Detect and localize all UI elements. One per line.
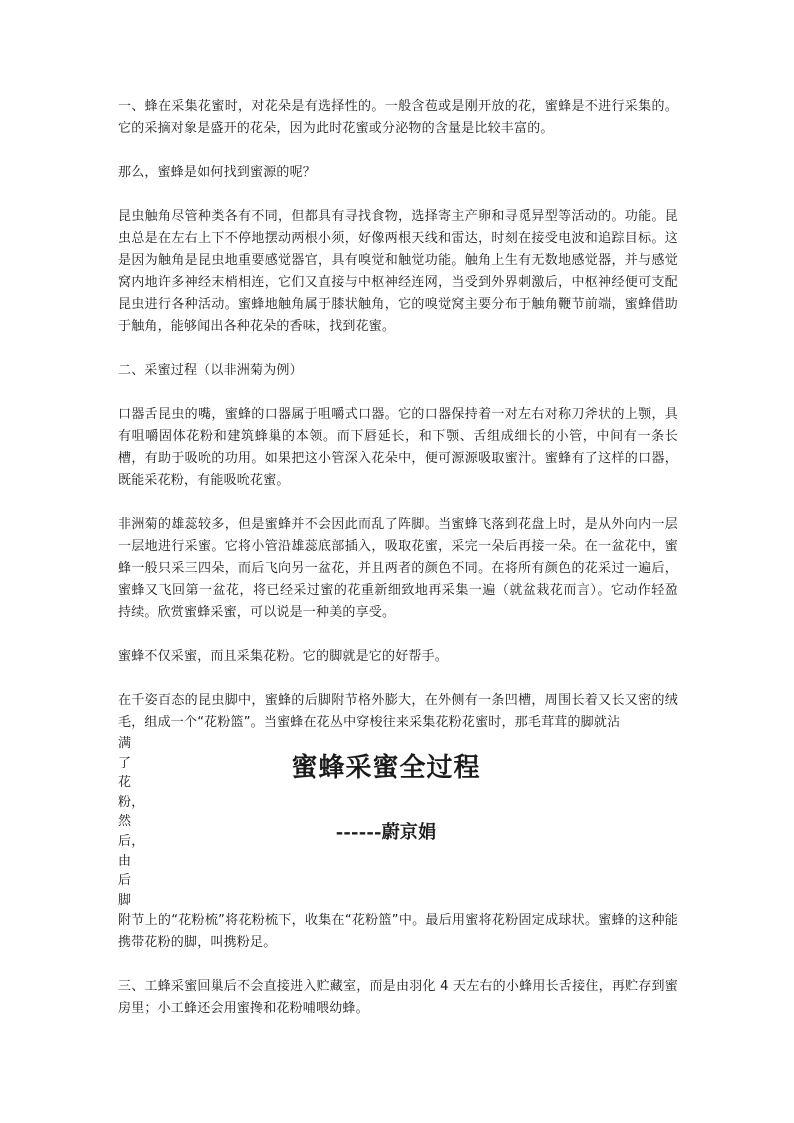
title-block bbox=[118, 750, 654, 846]
document-author: ------蔚京娟 bbox=[335, 822, 437, 843]
document-title: 蜜蜂采蜜全过程 bbox=[291, 753, 481, 783]
wrapped-char: 由 bbox=[118, 853, 132, 869]
wrapped-char: 满 bbox=[118, 736, 132, 751]
wrapped-char: 后， bbox=[118, 833, 145, 849]
wrapped-char: 花 bbox=[118, 775, 132, 791]
title-float-block bbox=[118, 734, 678, 910]
wrapped-char: 了 bbox=[118, 755, 132, 771]
paragraph-10: 三、工蜂采蜜回巢后不会直接进入贮藏室，而是由羽化 4 天左右的小蜂用长舌接住，再贮存到蜜房里；小工蜂还会用蜜搀和花粉哺喂幼蜂。 bbox=[118, 979, 678, 1016]
paragraph-8: 在千姿百态的昆虫脚中，蜜蜂的后脚附节格外膨大，在外侧有一条凹槽，周围长着又长又密的绒毛，组成一个“花粉篮”。当蜜蜂在花丛中穿梭往来采集花粉花蜜时，那毛茸茸的脚就沾 bbox=[118, 693, 678, 730]
document-body bbox=[118, 96, 678, 1042]
paragraph-3: 昆虫触角尽管种类各有不同，但都具有寻找食物，选择寄主产卵和寻觅异型等活动的。功能。昆虫总是在左右上下不停地摆动两根小须，好像两根天线和雷达，时刻在接受电波和追踪目标。这是因为触角是昆虫地重要感觉器官，具有嗅觉和触觉功能。触角上生有无数地感觉器，并与感觉窝内地许多神经末梢相连，它们又直接与中枢神经连网，当受到外界刺激后，中枢神经便可支配昆虫进行各种活动。蜜蜂地触角属于膝状触角，它的嗅觉窝主要分布于触角鞭节前端，蜜蜂借助于触角，能够闻出各种花朵的香味，找到花蜜。 bbox=[118, 209, 678, 334]
paragraph-6: 非洲菊的雄蕊较多，但是蜜蜂并不会因此而乱了阵脚。当蜜蜂飞落到花盘上时，是从外向内一层一层地进行采蜜。它将小管沿雄蕊底部插入，吸取花蜜，采完一朵后再接一朵。在一盆花中，蜜蜂一般只采三四朵，而后飞向另一盆花，并且两者的颜色不同。在将所有颜色的花采过一遍后，蜜蜂又飞回第一盆花，将已经采过蜜的花重新细致地再采集一遍（就盆栽花而言）。它动作轻盈持续。欣赏蜜蜂采蜜，可以说是一种美的享受。 bbox=[118, 517, 678, 620]
paragraph-1: 一、蜂在采集花蜜时，对花朵是有选择性的。一般含苞或是刚开放的花，蜜蜂是不进行采集的。它的采摘对象是盛开的花朵，因为此时花蜜或分泌物的含量是比较丰富的。 bbox=[118, 99, 678, 136]
paragraph-5: 口器舌昆虫的嘴，蜜蜂的口器属于咀嚼式口器。它的口器保持着一对左右对称刀斧状的上颚，具有咀嚼固体花粉和建筑蜂巢的本领。而下唇延长，和下颚、舌组成细长的小管，中间有一条长槽，有助于吸吮的功用。如果把这小管深入花朵中，便可源源吸取蜜汁。蜜蜂有了这样的口器，既能采花粉，有能吸吮花蜜。 bbox=[118, 407, 678, 488]
paragraph-2: 那么，蜜蜂是如何找到蜜源的呢？ bbox=[118, 165, 317, 180]
wrapped-char: 后 bbox=[118, 873, 132, 889]
wrapped-char: 脚 bbox=[118, 892, 132, 908]
wrapped-char: 粉， bbox=[118, 794, 145, 810]
wrapped-char: 然 bbox=[118, 814, 132, 830]
paragraph-9: 附节上的“花粉梳”将花粉梳下，收集在“花粉篮”中。最后用蜜将花粉固定成球状。蜜蜂的这种能携带花粉的脚，叫携粉足。 bbox=[118, 913, 678, 950]
paragraph-4: 二、采蜜过程（以非洲菊为例） bbox=[118, 363, 303, 378]
paragraph-7: 蜜蜂不仅采蜜，而且采集花粉。它的脚就是它的好帮手。 bbox=[118, 649, 449, 664]
